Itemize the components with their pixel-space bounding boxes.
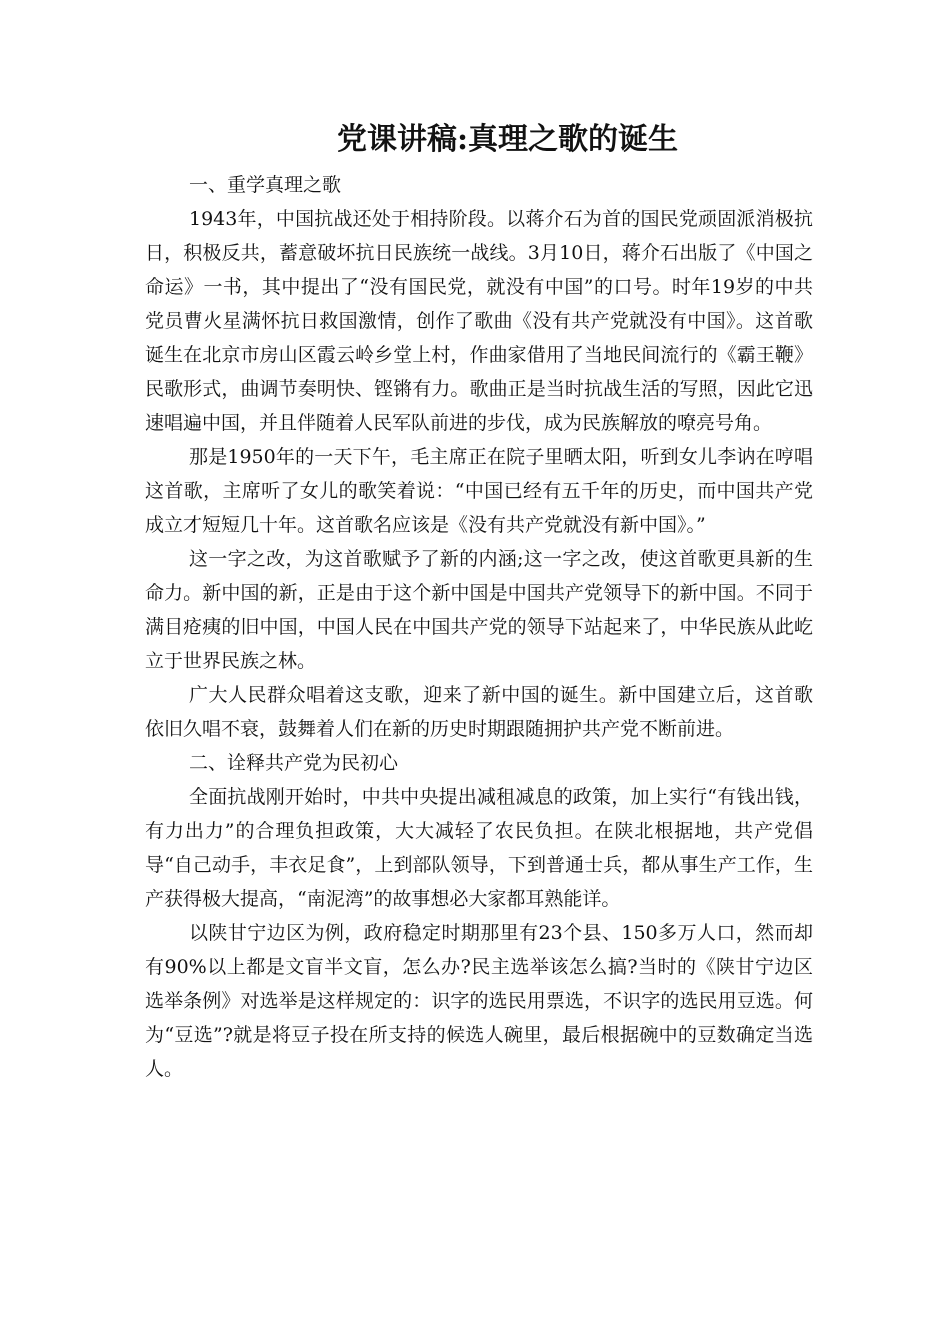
paragraph-1: 1943年，中国抗战还处于相持阶段。以蒋介石为首的国民党顽固派消极抗日，积极反共，蓄意破坏抗日民族统一战线。3月10日，蒋介石出版了《中国之命运》一书，其中提出了“没有国民党，就没有中国”的口号。时年19岁的中共党员曹火星满怀抗日救国激情，创作了歌曲《没有共产党就没有中国》。这首歌诞生在北京市房山区霞云岭乡堂上村，作曲家借用了当地民间流行的《霸王鞭》民歌形式，曲调节奏明快、铿锵有力。歌曲正是当时抗战生活的写照，因此它迅速唱遍中国，并且伴随着人民军队前进的步伐，成为民族解放的嘹亮号角。 (145, 208, 813, 434)
page-title: 党课讲稿:真理之歌的诞生 (336, 122, 679, 157)
paragraph-3: 这一字之改，为这首歌赋予了新的内涵;这一字之改，使这首歌更具新的生命力。新中国的新，正是由于这个新中国是中国共产党领导下的新中国。不同于满目疮痍的旧中国，中国人民在中国共产党的领导下站起来了，中华民族从此屹立于世界民族之林。 (145, 548, 813, 672)
paragraph-2: 那是1950年的一天下午，毛主席正在院子里晒太阳，听到女儿李讷在哼唱这首歌，主席听了女儿的歌笑着说：“中国已经有五千年的历史，而中国共产党成立才短短几十年。这首歌名应该是《没有共产党就没有新中国》。” (145, 446, 813, 536)
section-heading-1: 一、重学真理之歌 (189, 174, 342, 196)
paragraph-4: 广大人民群众唱着这支歌，迎来了新中国的诞生。新中国建立后，这首歌依旧久唱不衰，鼓舞着人们在新的历史时期跟随拥护共产党不断前进。 (145, 684, 813, 740)
paragraph-6: 以陕甘宁边区为例，政府稳定时期那里有23个县、150多万人口，然而却有90%以上都是文盲半文盲，怎么办?民主选举该怎么搞?当时的《陕甘宁边区选举条例》对选举是这样规定的：识字的选民用票选，不识字的选民用豆选。何为“豆选”?就是将豆子投在所支持的候选人碗里，最后根据碗中的豆数确定当选人。 (145, 922, 813, 1080)
document-body (145, 168, 813, 1086)
paragraph-5: 全面抗战刚开始时，中共中央提出减租减息的政策，加上实行“有钱出钱，有力出力”的合理负担政策，大大减轻了农民负担。在陕北根据地，共产党倡导“自己动手，丰衣足食”，上到部队领导，下到普通士兵，都从事生产工作，生产获得极大提高，“南泥湾”的故事想必大家都耳熟能详。 (145, 786, 813, 910)
section-heading-2: 二、诠释共产党为民初心 (189, 752, 399, 774)
